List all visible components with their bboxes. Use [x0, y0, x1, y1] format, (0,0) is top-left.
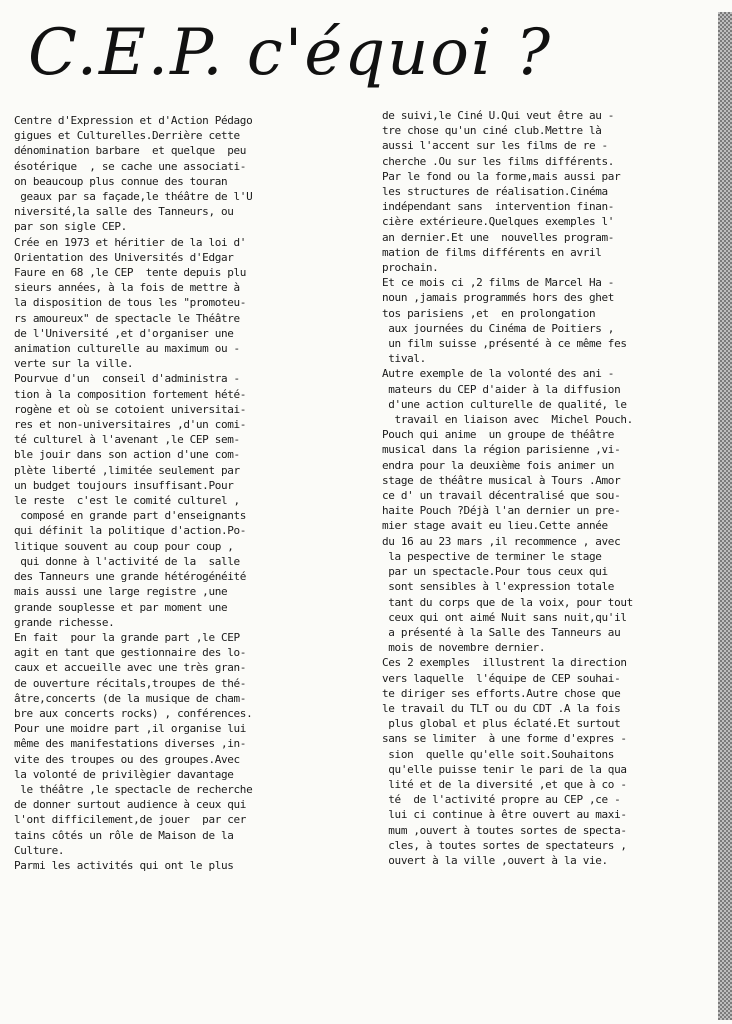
text-line: niversité,la salle des Tanneurs, ou	[14, 205, 234, 219]
text-line: de ouverture récitals,troupes de thé-	[14, 676, 247, 690]
text-line: le théâtre ,le spectacle de recherche	[14, 782, 253, 796]
text-line: tre chose qu'un ciné club.Mettre là	[382, 124, 602, 138]
text-line: un budget toujours insuffisant.Pour	[14, 478, 234, 492]
text-line: Crée en 1973 et héritier de la loi d'	[14, 235, 247, 249]
text-line: travail en liaison avec Michel Pouch.	[382, 413, 633, 427]
text-line: ble jouir dans son action d'une com-	[14, 448, 240, 462]
text-line: Faure en 68 ,le CEP tente depuis plu	[14, 266, 247, 280]
text-line: qu'elle puisse tenir le pari de la qua	[382, 762, 627, 776]
text-line: aux journées du Cinéma de Poitiers ,	[382, 321, 615, 335]
text-line: tos parisiens ,et en prolongation	[382, 306, 596, 320]
text-line: par son sigle CEP.	[14, 220, 127, 234]
text-line: plus global et plus éclaté.Et surtout	[382, 717, 621, 731]
text-line: rs amoureux" de spectacle le Théâtre	[14, 311, 240, 325]
page-edge-pattern	[718, 12, 732, 1020]
text-line: on beaucoup plus connue des touran	[14, 174, 228, 188]
text-line: lui ci continue à être ouvert au maxi-	[382, 808, 627, 822]
text-line: mois de novembre dernier.	[382, 641, 546, 655]
text-line: grande souplesse et par moment une	[14, 600, 228, 614]
text-line: la pespective de terminer le stage	[382, 549, 602, 563]
text-line: cherche .Ou sur les films différents.	[382, 154, 615, 168]
text-line: Pour une moidre part ,il organise lui	[14, 722, 247, 736]
text-line: geaux par sa façade,le théâtre de l'U	[14, 190, 253, 204]
text-line: res et non-universitaires ,d'un comi-	[14, 418, 247, 432]
text-line: prochain.	[382, 261, 439, 275]
text-line: par un spectacle.Pour tous ceux qui	[382, 565, 608, 579]
text-line: de l'Université ,et d'organiser une	[14, 326, 234, 340]
text-line: composé en grande part d'enseignants	[14, 509, 247, 523]
text-line: tion à la composition fortement hété-	[14, 387, 247, 401]
text-line: te diriger ses efforts.Autre chose que	[382, 686, 621, 700]
text-line: le travail du TLT ou du CDT .A la fois	[382, 701, 621, 715]
text-line: du 16 au 23 mars ,il recommence , avec	[382, 534, 621, 548]
text-line: mier stage avait eu lieu.Cette année	[382, 519, 608, 533]
text-line: cles, à toutes sortes de spectateurs ,	[382, 838, 627, 852]
text-line: la volonté de privilègier davantage	[14, 767, 234, 781]
text-line: même des manifestations diverses ,in-	[14, 737, 247, 751]
text-line: sion quelle qu'elle soit.Souhaitons	[382, 747, 615, 761]
text-line: haite Pouch ?Déjà l'an dernier un pre-	[382, 504, 621, 518]
text-line: Pourvue d'un conseil d'administra -	[14, 372, 240, 386]
text-line: mation de films différents en avril	[382, 245, 602, 259]
text-line: indépendant sans intervention finan-	[382, 200, 615, 214]
text-line: aussi l'accent sur les films de re -	[382, 139, 608, 153]
text-line: En fait pour la grande part ,le CEP	[14, 630, 240, 644]
text-line: vite des troupes ou des groupes.Avec	[14, 752, 240, 766]
text-line: le reste c'est le comité culturel ,	[14, 494, 240, 508]
text-line: âtre,concerts (de la musique de cham-	[14, 691, 247, 705]
text-line: caux et accueille avec une très gran-	[14, 661, 247, 675]
text-line: Par le fond ou la forme,mais aussi par	[382, 169, 621, 183]
text-line: animation culturelle au maximum ou -	[14, 342, 240, 356]
text-line: de donner surtout audience à ceux qui	[14, 798, 247, 812]
right-column	[382, 108, 718, 868]
text-line: d'une action culturelle de qualité, le	[382, 397, 627, 411]
text-line: tival.	[382, 352, 426, 366]
text-line: dénomination barbare et quelque peu	[14, 144, 247, 158]
text-line: des Tanneurs une grande hétérogénéité	[14, 570, 247, 584]
text-line: lité et de la diversité ,et que à co -	[382, 777, 627, 791]
text-line: mateurs du CEP d'aider à la diffusion	[382, 382, 621, 396]
text-line: mum ,ouvert à toutes sortes de specta-	[382, 823, 627, 837]
text-line: Culture.	[14, 843, 65, 857]
text-line: sont sensibles à l'expression totale	[382, 580, 615, 594]
text-line: Et ce mois ci ,2 films de Marcel Ha -	[382, 276, 615, 290]
text-line: mais aussi une large registre ,une	[14, 585, 228, 599]
text-line: sans se limiter à une forme d'expres -	[382, 732, 627, 746]
text-line: tains côtés un rôle de Maison de la	[14, 828, 234, 842]
text-line: ésotérique , se cache une associati-	[14, 159, 247, 173]
text-line: cière extérieure.Quelques exemples l'	[382, 215, 615, 229]
text-line: agit en tant que gestionnaire des lo-	[14, 646, 247, 660]
text-line: ce d' un travail décentralisé que sou-	[382, 489, 621, 503]
text-line: la disposition de tous les "promoteu-	[14, 296, 247, 310]
text-line: qui donne à l'activité de la salle	[14, 554, 240, 568]
text-line: té de l'activité propre au CEP ,ce -	[382, 793, 621, 807]
text-line: ceux qui ont aimé Nuit sans nuit,qu'il	[382, 610, 627, 624]
text-line: tant du corps que de la voix, pour tout	[382, 595, 633, 609]
text-line: vers laquelle l'équipe de CEP souhai-	[382, 671, 621, 685]
text-line: sieurs années, à la fois de mettre à	[14, 281, 240, 295]
text-line: un film suisse ,présenté à ce même fes	[382, 337, 627, 351]
text-line: qui définit la politique d'action.Po-	[14, 524, 247, 538]
text-line: ouvert à la ville ,ouvert à la vie.	[382, 853, 608, 867]
text-line: l'ont difficilement,de jouer par cer	[14, 813, 247, 827]
text-line: Orientation des Universités d'Edgar	[14, 250, 234, 264]
text-line: musical dans la région parisienne ,vi-	[382, 443, 621, 457]
text-line: de suivi,le Ciné U.Qui veut être au -	[382, 109, 615, 122]
text-line: Autre exemple de la volonté des ani -	[382, 367, 615, 381]
text-line: té culturel à l'avenant ,le CEP sem-	[14, 433, 240, 447]
text-line: gigues et Culturelles.Derrière cette	[14, 129, 240, 143]
text-line: stage de théâtre musical à Tours .Amor	[382, 473, 621, 487]
text-line: plète liberté ,limitée seulement par	[14, 463, 240, 477]
text-line: an dernier.Et une nouvelles program-	[382, 230, 615, 244]
left-column	[14, 113, 350, 873]
text-line: les structures de réalisation.Cinéma	[382, 185, 608, 199]
text-line: rogène et où se cotoient universitai-	[14, 402, 247, 416]
text-line: noun ,jamais programmés hors des ghet	[382, 291, 615, 305]
text-line: Ces 2 exemples illustrent la direction	[382, 656, 627, 670]
text-line: a présenté à la Salle des Tanneurs au	[382, 625, 621, 639]
text-line: bre aux concerts rocks) , conférences.	[14, 706, 253, 720]
text-line: verte sur la ville.	[14, 357, 134, 371]
text-line: Centre d'Expression et d'Action Pédago	[14, 114, 253, 127]
article-title: C.E.P. c'équoi ?	[28, 16, 553, 90]
text-line: litique souvent au coup pour coup ,	[14, 539, 234, 553]
text-line: endra pour la deuxième fois animer un	[382, 458, 615, 472]
text-line: grande richesse.	[14, 615, 115, 629]
text-line: Pouch qui anime un groupe de théâtre	[382, 428, 615, 442]
text-line: Parmi les activités qui ont le plus	[14, 858, 234, 872]
